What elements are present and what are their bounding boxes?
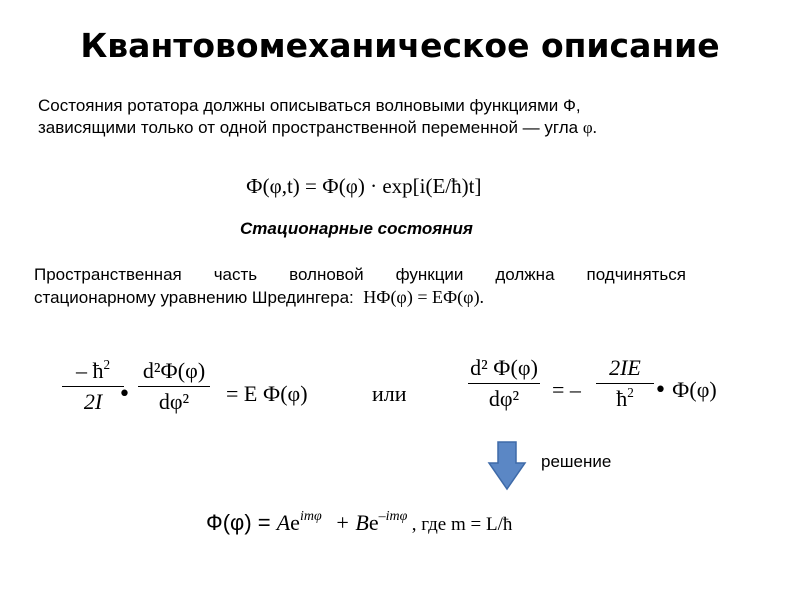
- fraction-d2phi-num: d²Ф(φ): [142, 358, 206, 383]
- fraction-second-derivative-2: [468, 355, 540, 412]
- solution-label: решение: [541, 452, 612, 471]
- multiply-dot: •: [118, 382, 131, 407]
- fraction-dphi2-den-2: dφ²: [488, 386, 520, 411]
- intro-phi: φ.: [582, 118, 597, 137]
- general-solution: $Ф(\varphi) = Ae^{im\varphi}$ + $Be^{-im\varphi}$ , где m = L/ħ: [206, 509, 513, 535]
- fraction-2I-den: 2I: [83, 389, 103, 414]
- coefficient-A: A: [276, 510, 291, 535]
- para2-line-1: Пространственная часть волновой функции должна подчиняться: [34, 265, 686, 284]
- para2-line-2: стационарному уравнению Шредингера: HФ(φ) = EФ(φ).: [34, 287, 485, 307]
- exponent-plus: imφ: [299, 509, 322, 525]
- or-label: или: [372, 381, 407, 406]
- phi-tail: Ф(φ): [672, 377, 717, 402]
- multiply-dot-2: •: [654, 378, 667, 403]
- fraction-hbar-num: – $ħ^2$: [75, 356, 111, 383]
- coefficient-B: + B: [335, 510, 369, 535]
- solution-lhs: Ф(φ) =: [206, 510, 277, 535]
- fraction-dphi2-den: dφ²: [158, 389, 190, 414]
- fraction-hbar-2I: [62, 358, 124, 415]
- fraction-2IE-num: 2IE: [609, 355, 641, 380]
- schrodinger-paragraph: [34, 264, 686, 309]
- schrodinger-eq: HФ(φ) = EФ(φ).: [363, 287, 485, 307]
- subheading-stationary: Стационарные состояния: [240, 219, 473, 238]
- intro-paragraph: [38, 95, 597, 139]
- time-dependent-equation: Ф(φ,t) = Ф(φ) · exp[i(E/ħ)t]: [246, 174, 482, 198]
- exponent-minus: –imφ: [378, 509, 408, 525]
- equals-E-phi: = E Ф(φ): [226, 381, 308, 406]
- down-arrow-icon: [487, 441, 527, 491]
- fraction-hbar2-den: $ħ^2$: [616, 384, 634, 411]
- intro-line-2: зависящими только от одной пространственной переменной — угла φ.: [38, 118, 597, 137]
- m-definition: , где m = L/ħ: [411, 514, 513, 535]
- slide-title: Квантовомеханическое описание: [80, 26, 720, 65]
- fraction-2IE-hbar2: [596, 355, 654, 412]
- equals-minus: = –: [552, 377, 581, 402]
- intro-line-1: Состояния ротатора должны описываться волновыми функциями Ф,: [38, 96, 581, 115]
- fraction-second-derivative: [138, 358, 210, 415]
- fraction-d2phi-num-2: d² Ф(φ): [470, 355, 538, 380]
